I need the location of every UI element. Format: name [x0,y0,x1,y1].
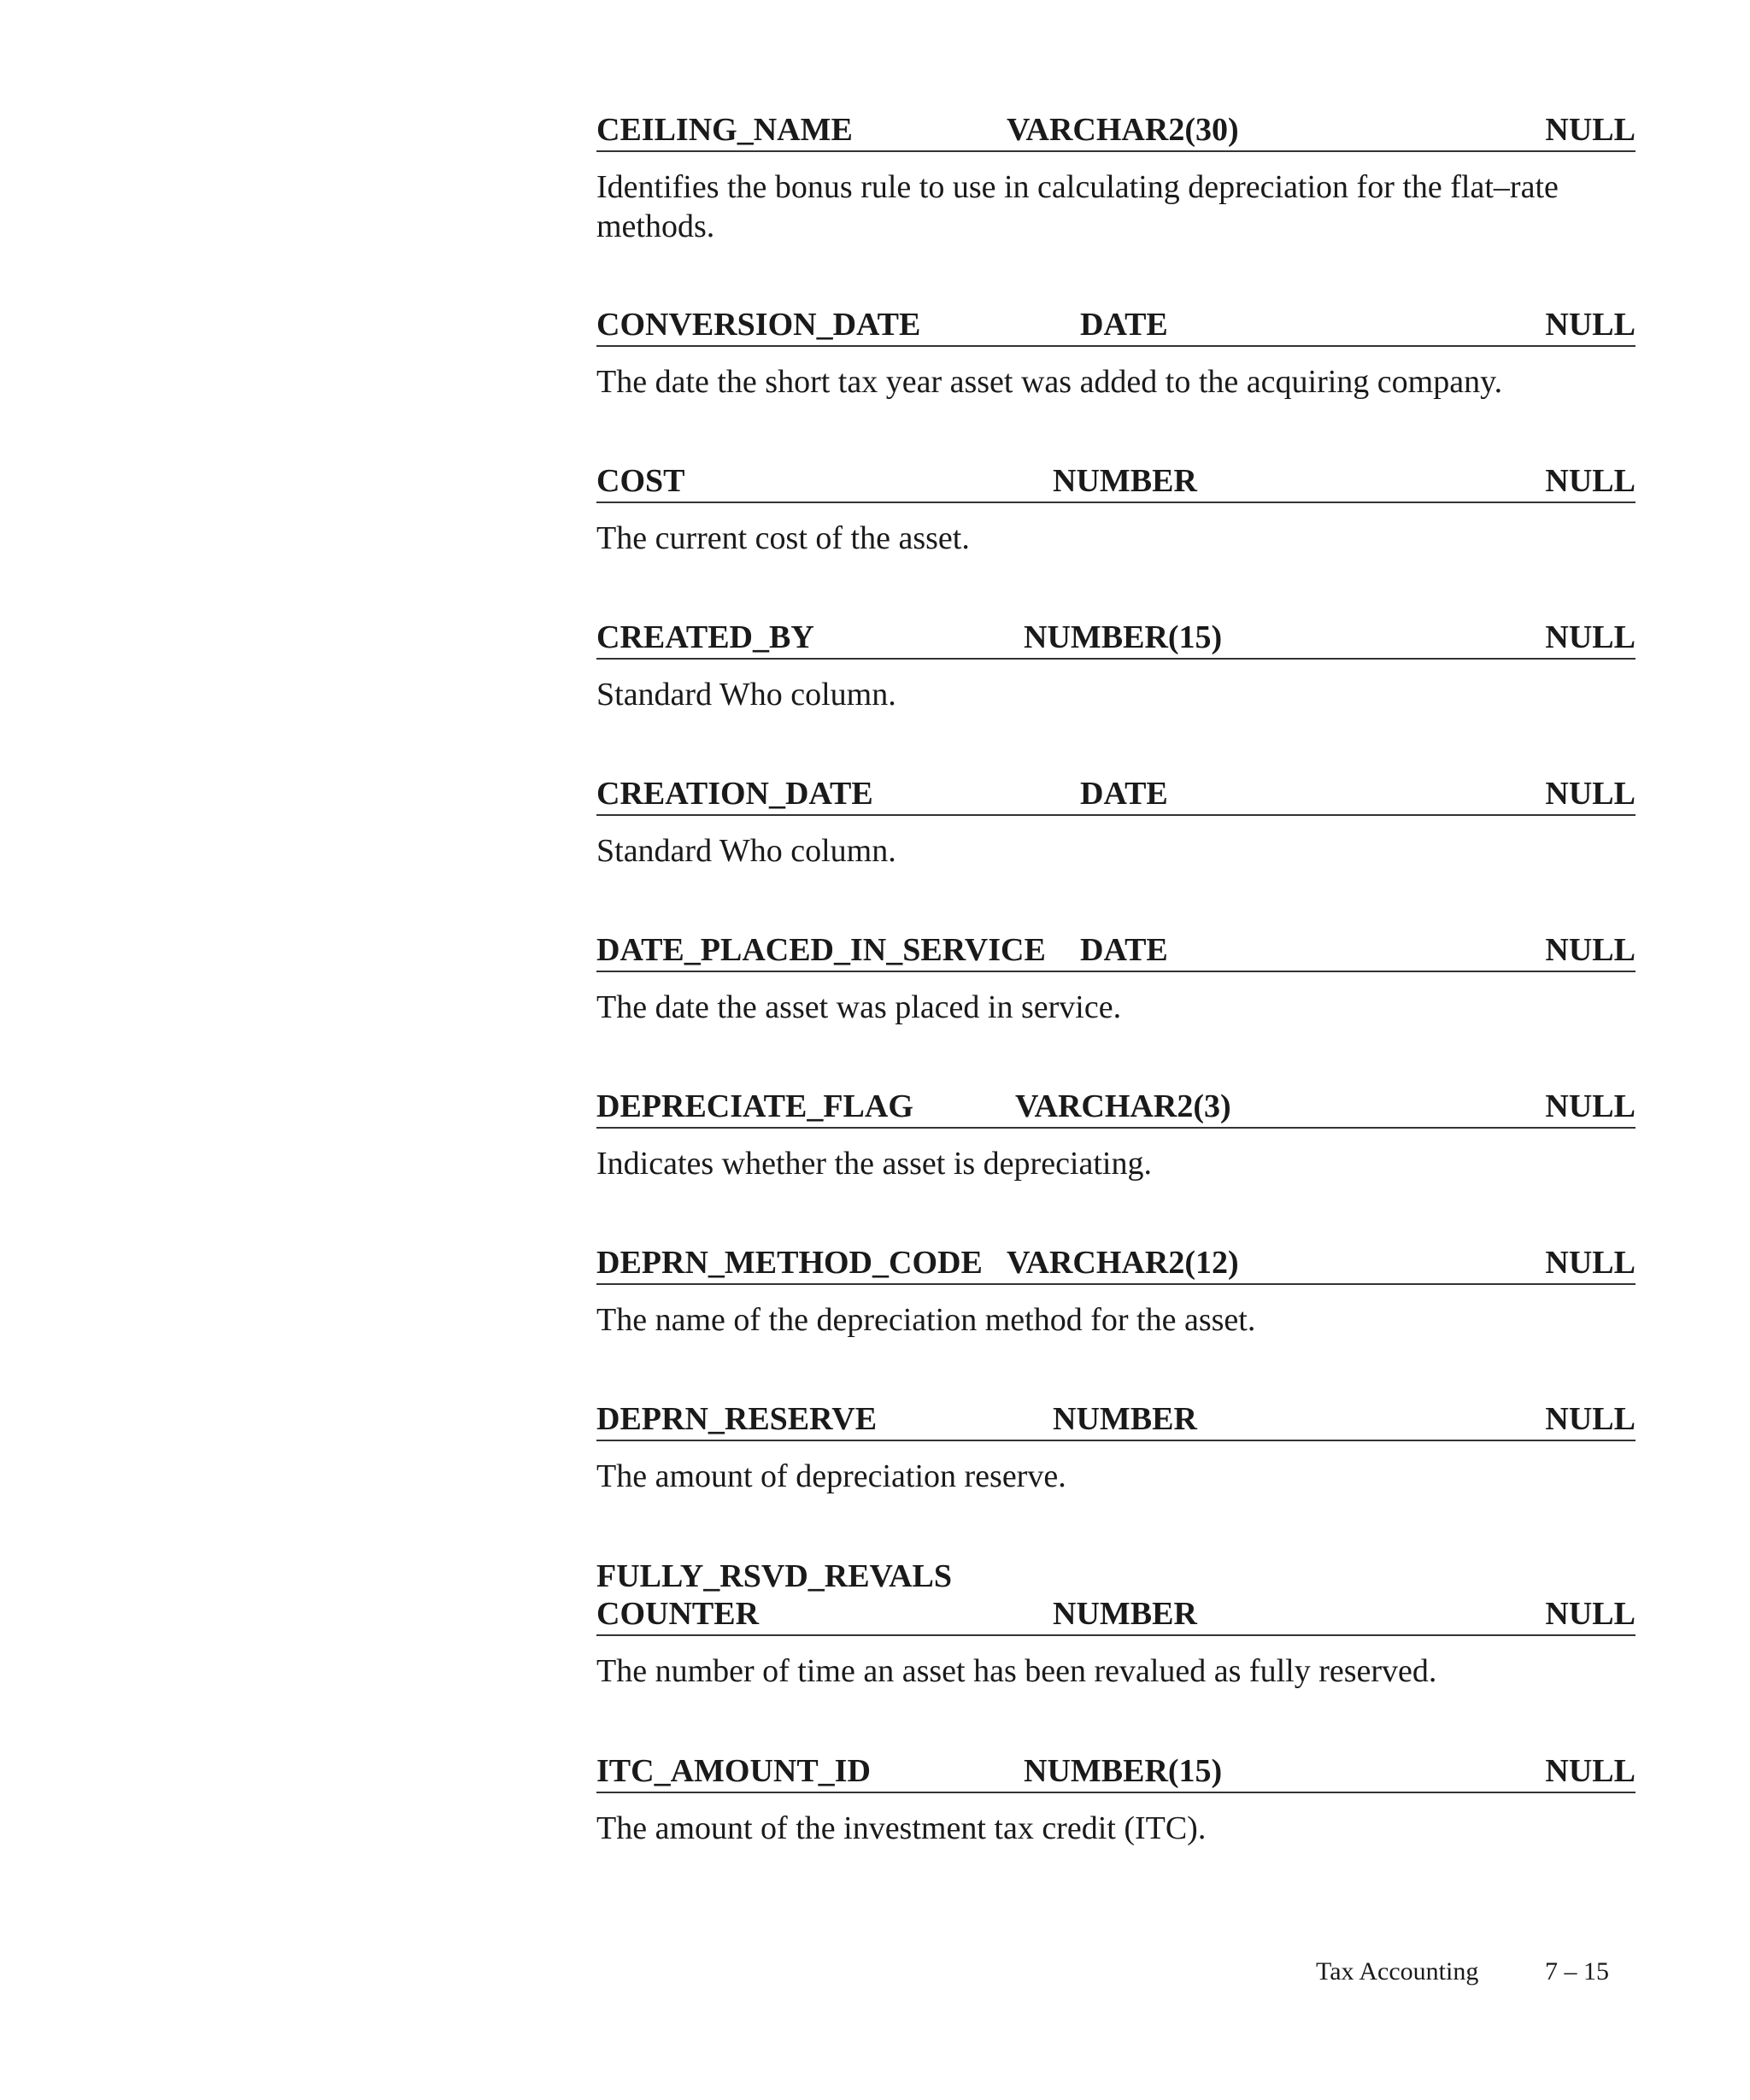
column-entry-itc-amount-id [596,1751,1635,1848]
column-entry-creation-date [596,773,1635,871]
column-description: The date the asset was placed in service. [596,989,1122,1025]
column-type: VARCHAR2(30) [1007,112,1239,148]
column-type: NUMBER [1053,1596,1197,1632]
column-description: Standard Who column. [596,833,896,869]
column-header [596,460,1635,503]
column-entry-created-by [596,617,1635,714]
column-null: NULL [1545,932,1635,968]
column-header [596,1242,1635,1285]
column-entry-deprn-reserve [596,1399,1635,1496]
column-type: VARCHAR2(3) [1015,1088,1231,1124]
column-null: NULL [1545,1088,1635,1124]
column-header [596,1556,1635,1636]
column-type: DATE [1080,932,1168,968]
column-description: Identifies the bonus rule to use in calculating depreciation for the flat–rate methods. [596,169,1559,244]
column-header [596,1399,1635,1441]
column-description: The date the short tax year asset was added to the acquiring company. [596,364,1503,400]
column-null: NULL [1545,307,1635,343]
column-name: CEILING_NAME [596,112,853,148]
column-header [596,304,1635,347]
column-name: CONVERSION_DATE [596,307,921,343]
column-name: DEPRN_RESERVE [596,1401,878,1437]
column-name: CREATED_BY [596,619,814,655]
column-description: The name of the depreciation method for the asset. [596,1302,1256,1338]
column-null: NULL [1545,463,1635,499]
column-description: Standard Who column. [596,677,896,713]
column-entry-ceiling-name [596,109,1635,246]
column-description: The amount of the investment tax credit (ITC). [596,1810,1207,1846]
column-header [596,1086,1635,1129]
column-null: NULL [1545,1245,1635,1281]
column-name: DATE_PLACED_IN_SERVICE [596,932,1046,968]
column-name: CREATION_DATE [596,776,873,812]
column-null: NULL [1545,112,1635,148]
column-null: NULL [1545,1401,1635,1437]
column-null: NULL [1545,1596,1635,1632]
column-description: The amount of depreciation reserve. [596,1458,1066,1494]
column-type: NUMBER [1053,1401,1197,1437]
column-null: NULL [1545,619,1635,655]
column-entry-conversion-date [596,304,1635,402]
column-type: NUMBER(15) [1024,619,1223,655]
column-entry-fully-rsvd-revals-counter [596,1556,1635,1691]
column-name-line1: FULLY_RSVD_REVALS [596,1558,953,1594]
column-type: DATE [1080,307,1168,343]
column-description: The current cost of the asset. [596,520,970,556]
column-header [596,1751,1635,1793]
column-type: VARCHAR2(12) [1007,1245,1239,1281]
column-name: COST [596,463,685,499]
column-name: DEPRN_METHOD_CODE [596,1245,983,1281]
column-header [596,930,1635,972]
column-entry-depreciate-flag [596,1086,1635,1183]
column-null: NULL [1545,776,1635,812]
column-entry-deprn-method-code [596,1242,1635,1340]
column-name: DEPRECIATE_FLAG [596,1088,913,1124]
column-description: The number of time an asset has been revalued as fully reserved. [596,1653,1437,1689]
column-entry-date-placed-in-service [596,930,1635,1027]
column-type: DATE [1080,776,1168,812]
footer-section-title: Tax Accounting [1316,1957,1479,1986]
column-header [596,109,1635,152]
footer-page-number: 7 – 15 [1545,1957,1609,1986]
column-name: ITC_AMOUNT_ID [596,1753,871,1789]
column-type: NUMBER [1053,463,1197,499]
column-header [596,617,1635,660]
column-entry-cost [596,460,1635,558]
column-header [596,773,1635,816]
column-type: NUMBER(15) [1024,1753,1223,1789]
column-description: Indicates whether the asset is depreciating. [596,1146,1152,1182]
column-null: NULL [1545,1753,1635,1789]
column-name-line2: COUNTER [596,1596,760,1632]
